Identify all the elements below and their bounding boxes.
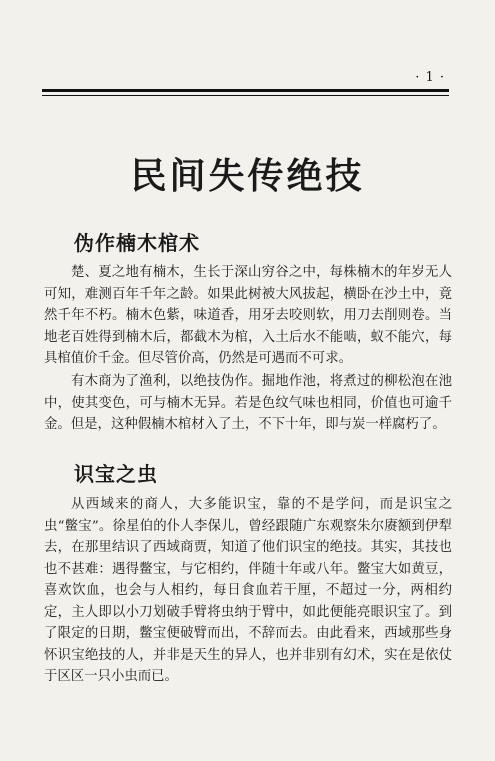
section-paragraph: 有木商为了渔利，以绝技伪作。掘地作池，将煮过的柳松泡在池中，使其变色，可与楠木无异。若是色纹气味也相同，价值也可逾千金。但是，这种假楠木棺材入了土，不下十年，即与炭一样腐朽了。 (44, 374, 452, 432)
header-rule-thick (42, 89, 449, 92)
section-title-nanmu-coffin: 伪作楠木棺术 (74, 231, 200, 255)
page-number: · 1 · (415, 70, 445, 85)
section-paragraph: 从西域来的商人，大多能识宝，靠的不是学问，而是识宝之虫“鳖宝”。徐星伯的仆人李保儿，曾经跟随广东观察朱尔赓额到伊犁去，在那里结识了西域商贾，知道了他们识宝的绝技。其实，其技也也不甚难：遇得鳖宝，与它相约，伴随十年或八年。鳖宝大如黄豆，喜欢饮血，也会与人相约，每日食血若干厘，不超过一分，两相约定，主人即以小刀划破手臂将虫纳于臂中，如此便能亮眼识宝了。到了限定的日期，鳖宝便破臂而出，不辞而去。由此看来，西域那些身怀识宝绝技的人，并非是天生的异人，也并非别有幻术，实在是依仗于区区一只小虫而已。 (44, 497, 452, 684)
section-paragraph: 楚、夏之地有楠木，生长于深山穷谷之中，每株楠木的年岁无人可知，难测百年千年之龄。如果此树被大风拔起，横卧在沙土中，竟然千年不朽。楠木色紫，味道香，用牙去咬则软，用刀去削则卷。当地老百姓得到楠木后，都截木为棺，入土后水不能啮，蚁不能穴，每具棺值价千金。但尽管价高，仍然是可遇而不可求。 (44, 265, 452, 366)
chapter-title: 民间失传绝技 (130, 155, 365, 197)
header-rule-thin (42, 95, 449, 96)
section-title-treasure-bug: 识宝之虫 (74, 462, 158, 486)
